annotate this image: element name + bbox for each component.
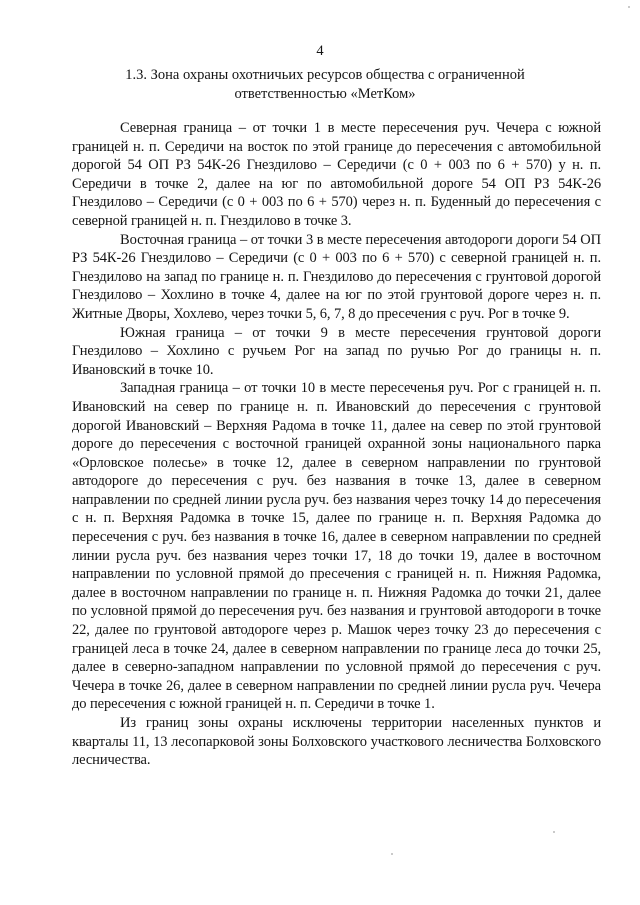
section-heading <box>110 66 540 103</box>
scan-speck <box>391 853 393 855</box>
section-heading-line-1: 1.3. Зона охраны охотничьих ресурсов общества с ограниченной <box>125 67 525 83</box>
section-heading-line-2: ответственностью «МетКом» <box>234 85 416 102</box>
paragraph-exclusions: Из границ зоны охраны исключены территории населенных пунктов и кварталы 11, 13 лесопарковой зоны Болховского участкового лесничества Болховского лесничества. <box>72 715 601 769</box>
paragraph-northern-border: Северная граница – от точки 1 в месте пересечения руч. Чечера с южной границей н. п. Середичи на восток по этой границе до пересечения с автомобильной дорогой 54 ОП РЗ 54К-26 Гнездилово – Середичи (с 0 + 003 по 6 + 570) у н. п. Середичи в точке 2, далее на юг по автомобильной дороге 54 ОП РЗ 54К-26 Гнездилово – Середичи (с 0 + 003 по 6 + 570) через н. п. Буденный до пересечения с северной границей н. п. Гнездилово в точке 3. <box>72 120 601 229</box>
scan-speck <box>553 831 555 833</box>
paragraph-western-border: Западная граница – от точки 10 в месте пересеченья руч. Рог с границей н. п. Ивановский на север по границе н. п. Ивановский до пересечения с грунтовой дорогой Ивановский – Верхняя Радома в точке 11, далее на север по этой грунтовой дороге до пересечения с восточной границей охранной зоны национального парка «Орловское полесье» в точке 12, далее в северном направлении по грунтовой автодороге до пересечения с руч. без названия в точке 13, далее в северном направлении по средней линии русла руч. без названия через точку 14 до пересечения с н. п. Верхняя Радомка в точке 15, далее по границе н. п. Верхняя Радомка до пересечения с руч. без названия в точке 16, далее в северном направлении по средней линии русла руч. без названия через точки 17, 18 до точки 19, далее в восточном направлении по условной прямой до пресечения с границей н. п. Нижняя Радомка, далее в восточном направлении по границе н. п. Нижняя Радомка до точки 21, далее по условной прямой до пересечения руч. без названия и грунтовой автодороги в точке 22, далее по грунтовой автодороге через р. Машок через точку 23 до пересечения с границей леса в точке 24, далее в северном направлении по границе леса до точки 25, далее в северно-западном направлении по условной прямой до пересечения с руч. Чечера в точке 26, далее в северном направлении по средней линии русла руч. Чечера до пересечения с южной границей н. п. Середичи в точке 1. <box>72 380 601 713</box>
paragraph-southern-border: Южная граница – от точки 9 в месте пересечения грунтовой дороги Гнездилово – Хохлино с ручьем Рог на запад по ручью Рог до границы н. п. Ивановский в точке 10. <box>72 324 601 378</box>
paragraph-eastern-border: Восточная граница – от точки 3 в месте пересечения автодороги дороги 54 ОП РЗ 54К-26 Гнездилово – Середичи (с 0 + 003 по 6 + 570) с северной границей н. п. Гнездилово на запад по границе н. п. Гнездилово до пересечения с грунтовой дорогой Гнездилово – Хохлино в точке 4, далее на юг по этой грунтовой дороге через н. п. Житные Дворы, Хохлево, через точки 5, 6, 7, 8 до пресечения с руч. Рог в точке 9. <box>72 231 601 322</box>
body-text <box>72 119 601 770</box>
page-number: 4 <box>316 43 324 59</box>
scan-speck <box>628 6 630 8</box>
